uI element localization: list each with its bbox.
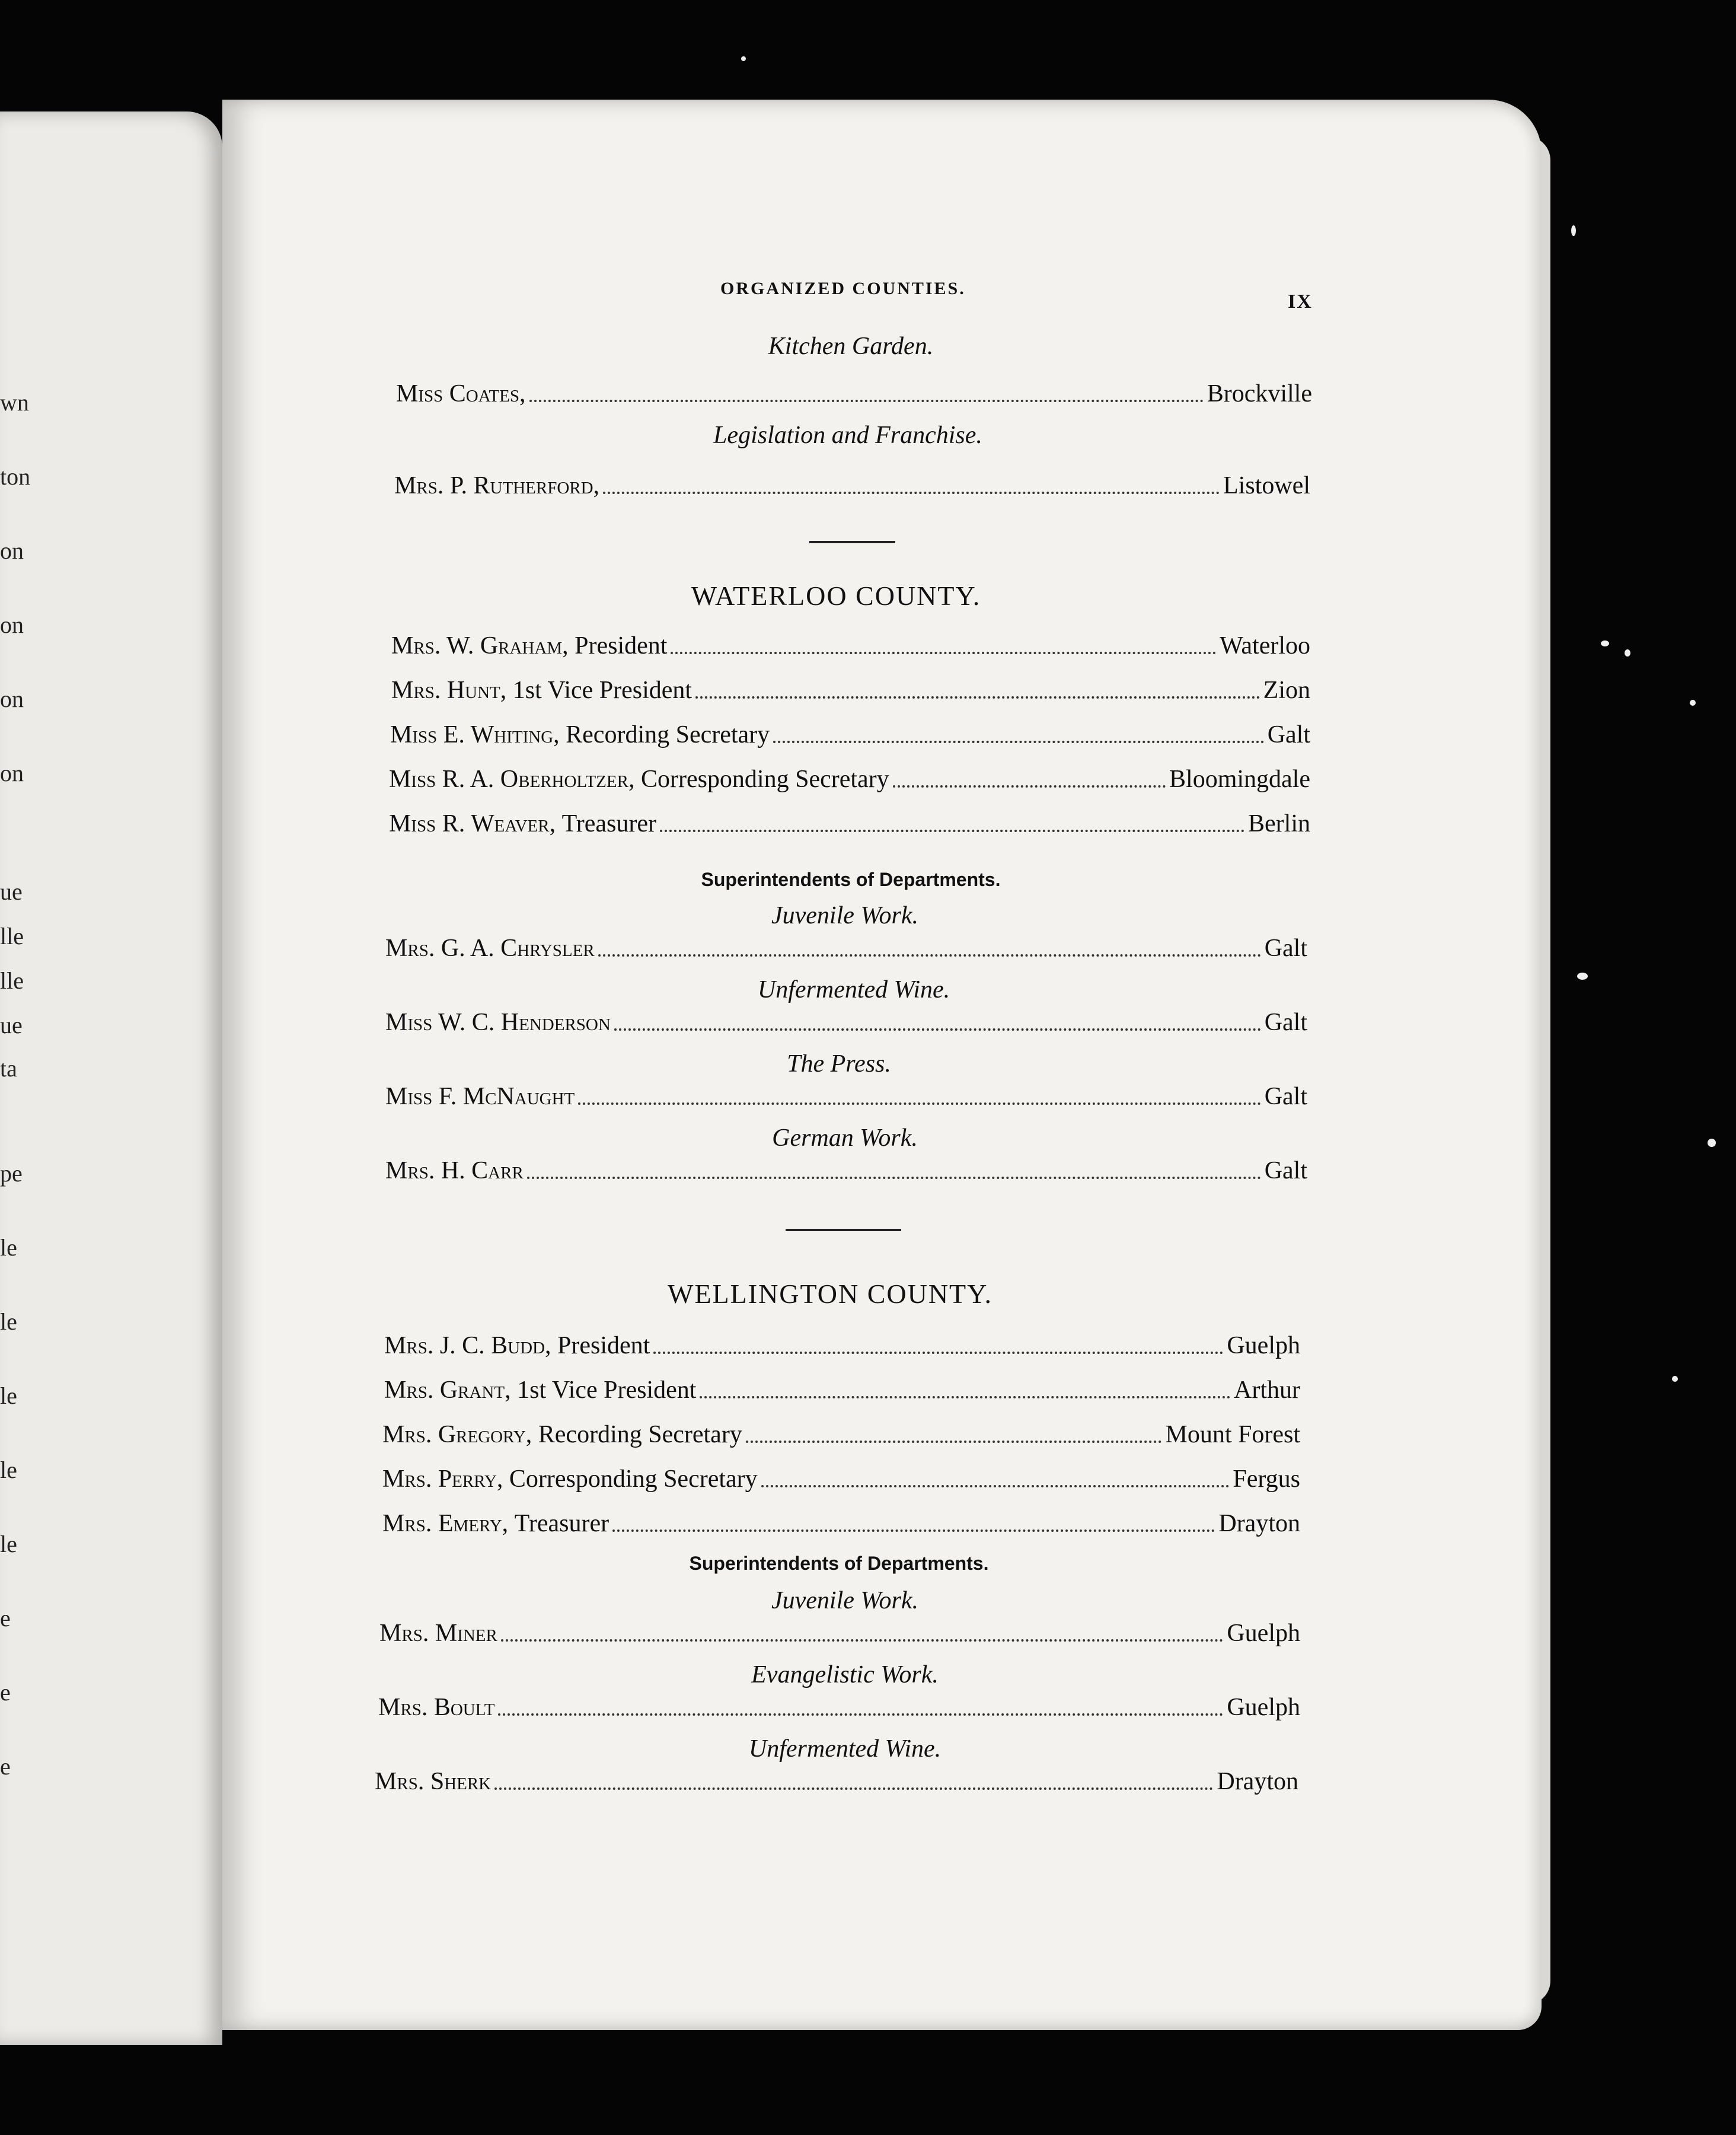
wellington-superintendents-heading: Superintendents of Departments. (689, 1553, 989, 1574)
left-fragment: le (0, 1531, 17, 1557)
scan-speck (1571, 225, 1576, 236)
left-fragment: lle (0, 923, 24, 949)
entry-place: Galt (1264, 935, 1307, 962)
officer-name: Mrs. Grant, (384, 1376, 511, 1404)
officer-role: Recording Secretary (566, 721, 770, 748)
dept-heading: Juvenile Work. (771, 902, 919, 929)
waterloo-dept-entry (385, 1082, 1307, 1111)
wellington-dept-entry (379, 1619, 1300, 1648)
leader-dots (501, 1639, 1224, 1642)
left-fragment: le (0, 1382, 17, 1409)
entry-name: Mrs. P. Rutherford, (394, 472, 600, 499)
entry-name: Mrs. G. A. Chrysler (385, 935, 595, 962)
officer-name: Mrs. Emery, (382, 1510, 509, 1537)
page-number: IX (1288, 291, 1313, 313)
dept-heading: Unfermented Wine. (748, 1735, 942, 1763)
entry-place: Guelph (1227, 1694, 1300, 1721)
leader-dots (598, 954, 1261, 957)
left-page (0, 111, 222, 2045)
officer-name: Miss R. Weaver, (389, 810, 556, 837)
left-fragment: e (0, 1753, 11, 1780)
officer-place: Zion (1263, 677, 1310, 704)
officer-place: Mount Forest (1165, 1421, 1300, 1448)
leader-dots (893, 785, 1166, 788)
waterloo-officer (390, 721, 1310, 749)
officer-role: Recording Secretary (538, 1421, 742, 1448)
officer-role: 1st Vice President (512, 677, 693, 704)
waterloo-officer (389, 810, 1310, 838)
entry-place: Listowel (1223, 472, 1310, 499)
leader-dots (494, 1787, 1213, 1790)
wellington-dept-entry (375, 1767, 1298, 1796)
left-fragment: e (0, 1605, 11, 1631)
leader-dots (660, 830, 1244, 832)
officer-place: Bloomingdale (1169, 766, 1310, 793)
entry-name: Mrs. Boult (378, 1694, 495, 1721)
officer-name: Mrs. J. C. Budd, (384, 1332, 551, 1359)
leader-dots (527, 1177, 1261, 1179)
entry-coates (396, 380, 1312, 408)
waterloo-county-title: WATERLOO COUNTY. (691, 581, 981, 611)
left-fragment: e (0, 1679, 11, 1706)
scan-speck (1577, 973, 1588, 980)
scan-speck (1601, 640, 1609, 646)
waterloo-dept-entry (385, 1156, 1307, 1185)
left-fragment: ta (0, 1055, 17, 1082)
wellington-officer (384, 1331, 1300, 1360)
waterloo-officer (389, 765, 1310, 794)
left-fragment: on (0, 686, 24, 712)
left-fragment: le (0, 1234, 17, 1261)
scan-speck (1672, 1376, 1678, 1382)
scan-speck (741, 56, 746, 61)
waterloo-superintendents-heading: Superintendents of Departments. (701, 869, 1001, 890)
wellington-officer (382, 1509, 1300, 1538)
dept-heading: German Work. (772, 1124, 918, 1152)
section-rule (786, 1229, 901, 1231)
entry-place: Galt (1264, 1157, 1307, 1184)
left-fragment: on (0, 760, 24, 786)
leader-dots (671, 652, 1216, 654)
leader-dots (761, 1485, 1230, 1487)
scan-speck (1690, 700, 1696, 706)
officer-place: Fergus (1233, 1465, 1300, 1493)
leader-dots (746, 1441, 1162, 1443)
leader-dots (700, 1396, 1230, 1398)
entry-name: Mrs. Sherk (375, 1768, 492, 1795)
dept-heading: Unfermented Wine. (757, 976, 950, 1003)
waterloo-dept-entry (385, 934, 1307, 963)
scan-speck (1708, 1139, 1716, 1147)
officer-place: Arthur (1234, 1376, 1300, 1404)
left-fragment: le (0, 1308, 17, 1335)
entry-place: Galt (1264, 1083, 1307, 1110)
leader-dots (653, 1352, 1223, 1354)
officer-place: Waterloo (1220, 632, 1310, 659)
entry-name: Miss F. McNaught (385, 1083, 575, 1110)
wellington-county-title: WELLINGTON COUNTY. (668, 1279, 993, 1309)
entry-place: Brockville (1207, 380, 1312, 407)
leader-dots (773, 741, 1264, 743)
entry-name: Mrs. H. Carr (385, 1157, 524, 1184)
officer-role: Treasurer (561, 810, 656, 837)
left-fragment: ue (0, 1012, 23, 1038)
scan-speck (1625, 649, 1630, 657)
officer-role: Treasurer (514, 1510, 609, 1537)
section-rule (809, 541, 895, 543)
leader-dots (603, 492, 1220, 494)
waterloo-dept-entry (385, 1008, 1307, 1037)
officer-role: President (557, 1332, 650, 1359)
leader-dots (614, 1028, 1261, 1031)
dept-heading: Evangelistic Work. (751, 1661, 939, 1688)
leader-dots (612, 1529, 1215, 1532)
officer-role: Corresponding Secretary (509, 1465, 758, 1493)
leader-dots (498, 1713, 1223, 1716)
leader-dots (578, 1102, 1260, 1105)
officer-place: Galt (1267, 721, 1310, 748)
left-fragment: on (0, 537, 24, 564)
left-fragment: on (0, 611, 24, 638)
entry-place: Galt (1264, 1009, 1307, 1036)
left-fragment: pe (0, 1160, 23, 1187)
officer-role: President (575, 632, 668, 659)
wellington-officer (382, 1465, 1300, 1493)
officer-role: 1st Vice President (517, 1376, 697, 1404)
wellington-officer (384, 1376, 1300, 1404)
officer-name: Mrs. W. Graham, (391, 632, 569, 659)
wellington-dept-entry (378, 1693, 1300, 1722)
entry-name: Mrs. Miner (379, 1620, 497, 1647)
dept-heading: Juvenile Work. (771, 1587, 919, 1614)
dept-heading: The Press. (787, 1050, 891, 1078)
officer-name: Mrs. Perry, (382, 1465, 503, 1493)
entry-rutherford (394, 471, 1310, 500)
dept-legislation: Legislation and Franchise. (713, 422, 982, 449)
entry-name: Miss Coates, (396, 380, 526, 407)
entry-name: Miss W. C. Henderson (385, 1009, 611, 1036)
left-fragment: wn (0, 389, 29, 416)
wellington-officer (382, 1420, 1300, 1449)
officer-name: Miss E. Whiting, (390, 721, 560, 748)
left-fragment: lle (0, 967, 24, 994)
officer-place: Drayton (1218, 1510, 1300, 1537)
waterloo-officer (391, 676, 1310, 705)
leader-dots (695, 696, 1260, 699)
running-head: ORGANIZED COUNTIES. (720, 279, 966, 298)
officer-name: Miss R. A. Oberholtzer, (389, 766, 635, 793)
left-fragment: ue (0, 878, 23, 905)
officer-place: Guelph (1227, 1332, 1300, 1359)
officer-name: Mrs. Gregory, (382, 1421, 532, 1448)
dept-kitchen-garden: Kitchen Garden. (768, 333, 934, 360)
officer-name: Mrs. Hunt, (391, 677, 507, 704)
officer-place: Berlin (1248, 810, 1310, 837)
waterloo-officer (391, 632, 1310, 660)
left-fragment: ton (0, 463, 31, 490)
leader-dots (529, 400, 1204, 402)
entry-place: Guelph (1227, 1620, 1300, 1647)
officer-role: Corresponding Secretary (640, 766, 889, 793)
left-fragment: le (0, 1457, 17, 1483)
entry-place: Drayton (1217, 1768, 1298, 1795)
